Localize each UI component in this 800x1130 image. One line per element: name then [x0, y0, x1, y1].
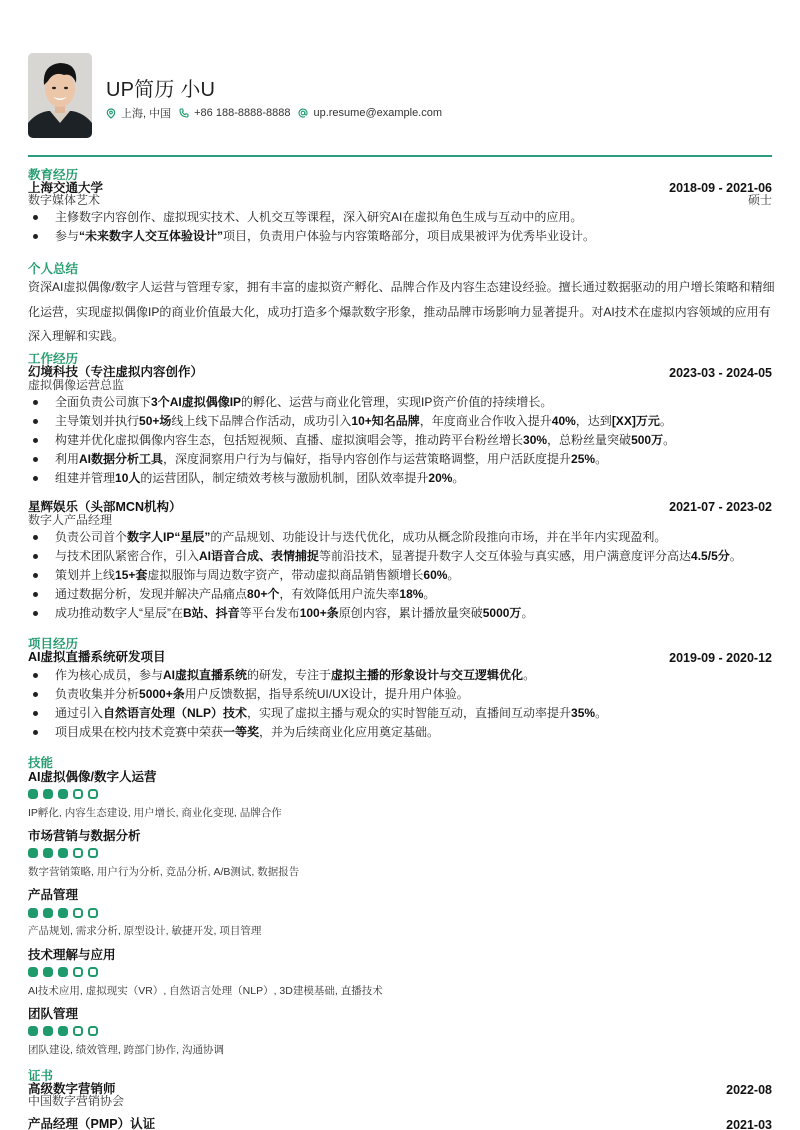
section-title-skills: 技能 — [28, 756, 54, 770]
skill-level-dots — [28, 789, 103, 799]
certificate-date: 2021-03 — [726, 1118, 772, 1130]
phone-icon — [179, 108, 189, 118]
bullet-item: 负责公司首个数字人IP“星辰”的产品规划、功能设计与迭代优化，成功从概念阶段推向市场，并在半年内实现盈利。 — [28, 528, 778, 547]
contact-email[interactable] — [298, 107, 442, 119]
skill-dot-filled-icon — [43, 848, 53, 858]
skill-dot-filled-icon — [43, 908, 53, 918]
work-company-2: 星辉娱乐（头部MCN机构） — [28, 500, 182, 514]
contact-phone[interactable] — [179, 107, 290, 119]
skill-dot-filled-icon — [43, 1026, 53, 1036]
bullet-item: 利用AI数据分析工具，深度洞察用户行为与偏好，指导内容创作与运营策略调整，用户活跃度提升25%。 — [28, 450, 778, 469]
skill-dot-filled-icon — [58, 967, 68, 977]
summary-text: 资深AI虚拟偶像/数字人运营与管理专家，拥有丰富的虚拟资产孵化、品牌合作及内容生态建设经验。擅长通过数据驱动的用户增长策略和精细化运营，实现虚拟偶像IP的商业价值最大化，成功打造多个爆款数字形象，推动品牌市场影响力显著提升。对AI技术在虚拟内容领域的应用有深入理解和实践。 — [28, 280, 775, 343]
skill-name: 技术理解与应用 — [28, 948, 116, 962]
bullet-item: 全面负责公司旗下3个AI虚拟偶像IP的孵化、运营与商业化管理，实现IP资产价值的持续增长。 — [28, 393, 778, 412]
project-bullets — [28, 666, 778, 742]
skill-dot-filled-icon — [58, 789, 68, 799]
bullet-item: 策划并上线15+套虚拟服饰与周边数字资产，带动虚拟商品销售额增长60%。 — [28, 566, 778, 585]
skill-tags: 团队建设, 绩效管理, 跨部门协作, 沟通协调 — [28, 1044, 225, 1056]
bullet-item: 主修数字内容创作、虚拟现实技术、人机交互等课程，深入研究AI在虚拟角色生成与互动中的应用。 — [28, 208, 778, 227]
project-date: 2019-09 - 2020-12 — [669, 651, 772, 665]
section-title-work: 工作经历 — [28, 352, 79, 366]
skill-dot-filled-icon — [28, 789, 38, 799]
skill-tags: AI技术应用, 虚拟现实（VR）, 自然语言处理（NLP）, 3D建模基础, 直播技术 — [28, 985, 383, 997]
work-bullets-1 — [28, 393, 778, 488]
skill-dot-filled-icon — [28, 848, 38, 858]
skill-level-dots — [28, 967, 103, 977]
skill-dot-filled-icon — [28, 908, 38, 918]
skill-dot-filled-icon — [58, 1026, 68, 1036]
skill-dot-empty-icon — [73, 848, 83, 858]
section-title-projects: 项目经历 — [28, 637, 79, 651]
work-role-2: 数字人产品经理 — [28, 513, 113, 527]
project-name: AI虚拟直播系统研发项目 — [28, 650, 166, 664]
section-title-education: 教育经历 — [28, 168, 79, 182]
bullet-item: 作为核心成员，参与AI虚拟直播系统的研发，专注于虚拟主播的形象设计与交互逻辑优化。 — [28, 666, 778, 685]
skill-level-dots — [28, 1026, 103, 1036]
contact-location — [106, 105, 171, 121]
bullet-item: 项目成果在校内技术竞赛中荣获一等奖，并为后续商业化应用奠定基础。 — [28, 723, 778, 742]
skill-dot-empty-icon — [88, 848, 98, 858]
work-date-2: 2021-07 - 2023-02 — [669, 500, 772, 514]
bullet-item: 参与“未来数字人交互体验设计”项目，负责用户体验与内容策略部分，项目成果被评为优秀毕业设计。 — [28, 227, 778, 246]
education-bullets — [28, 208, 778, 246]
skill-dot-filled-icon — [43, 789, 53, 799]
certificate-name: 产品经理（PMP）认证 — [28, 1117, 156, 1130]
skill-dot-filled-icon — [28, 1026, 38, 1036]
education-date: 2018-09 - 2021-06 — [669, 181, 772, 195]
certificate-date: 2022-08 — [726, 1083, 772, 1097]
skill-level-dots — [28, 908, 103, 918]
skill-dot-empty-icon — [73, 1026, 83, 1036]
bullet-item: 负责收集并分析5000+条用户反馈数据，指导系统UI/UX设计，提升用户体验。 — [28, 685, 778, 704]
skill-dot-empty-icon — [88, 908, 98, 918]
skill-level-dots — [28, 848, 103, 858]
candidate-name: UP简历 小U — [106, 79, 216, 101]
resume-header — [28, 53, 772, 139]
work-role-1: 虚拟偶像运营总监 — [28, 378, 125, 392]
bullet-item: 主导策划并执行50+场线上线下品牌合作活动，成功引入10+知名品牌，年度商业合作收入提升40%，达到[XX]万元。 — [28, 412, 778, 431]
avatar-portrait-icon — [28, 53, 92, 138]
skill-dot-empty-icon — [88, 1026, 98, 1036]
header-divider — [28, 155, 772, 157]
skill-tags: IP孵化, 内容生态建设, 用户增长, 商业化变现, 品牌合作 — [28, 807, 282, 819]
work-bullets-2 — [28, 528, 778, 623]
skill-dot-empty-icon — [73, 908, 83, 918]
work-company-1: 幻境科技（专注虚拟内容创作） — [28, 365, 204, 379]
skill-name: 团队管理 — [28, 1007, 79, 1021]
bullet-item: 成功推动数字人“星辰”在B站、抖音等平台发布100+条原创内容，累计播放量突破5000万。 — [28, 604, 778, 623]
skill-dot-filled-icon — [28, 967, 38, 977]
skill-dot-filled-icon — [43, 967, 53, 977]
skill-tags: 数字营销策略, 用户行为分析, 竞品分析, A/B测试, 数据报告 — [28, 866, 300, 878]
work-date-1: 2023-03 - 2024-05 — [669, 366, 772, 380]
skill-dot-empty-icon — [88, 789, 98, 799]
profile-photo — [28, 53, 92, 138]
bullet-item: 通过数据分析，发现并解决产品痛点80+个，有效降低用户流失率18%。 — [28, 585, 778, 604]
at-sign-icon — [298, 108, 308, 118]
skill-dot-filled-icon — [58, 908, 68, 918]
skill-name: AI虚拟偶像/数字人运营 — [28, 770, 157, 784]
bullet-item: 与技术团队紧密合作，引入AI语音合成、表情捕捉等前沿技术，显著提升数字人交互体验与真实感，用户满意度评分高达4.5/5分。 — [28, 547, 778, 566]
phone-text[interactable]: +86 188-8888-8888 — [194, 107, 291, 119]
skill-dot-empty-icon — [73, 967, 83, 977]
skill-tags: 产品规划, 需求分析, 原型设计, 敏捷开发, 项目管理 — [28, 925, 262, 937]
education-major: 数字媒体艺术 — [28, 193, 101, 207]
bullet-item: 通过引入自然语言处理（NLP）技术，实现了虚拟主播与观众的实时智能互动，直播间互动率提升35%。 — [28, 704, 778, 723]
skill-dot-filled-icon — [58, 848, 68, 858]
bullet-item: 组建并管理10人的运营团队，制定绩效考核与激励机制，团队效率提升20%。 — [28, 469, 778, 488]
skill-name: 市场营销与数据分析 — [28, 829, 141, 843]
certificate-name: 高级数字营销师 — [28, 1082, 116, 1096]
location-text: 上海, 中国 — [121, 108, 172, 120]
bullet-item: 构建并优化虚拟偶像内容生态，包括短视频、直播、虚拟演唱会等，推动跨平台粉丝增长30%，总粉丝量突破500万。 — [28, 431, 778, 450]
location-pin-icon — [106, 108, 116, 119]
skill-dot-empty-icon — [73, 789, 83, 799]
skill-name: 产品管理 — [28, 888, 79, 902]
section-title-summary: 个人总结 — [28, 262, 79, 276]
section-title-certificates: 证书 — [28, 1069, 54, 1083]
skill-dot-empty-icon — [88, 967, 98, 977]
contact-info — [106, 105, 450, 121]
education-school: 上海交通大学 — [28, 181, 104, 195]
email-text[interactable]: up.resume@example.com — [313, 107, 443, 119]
certificate-issuer: 中国数字营销协会 — [28, 1094, 125, 1108]
education-degree: 硕士 — [747, 193, 772, 207]
